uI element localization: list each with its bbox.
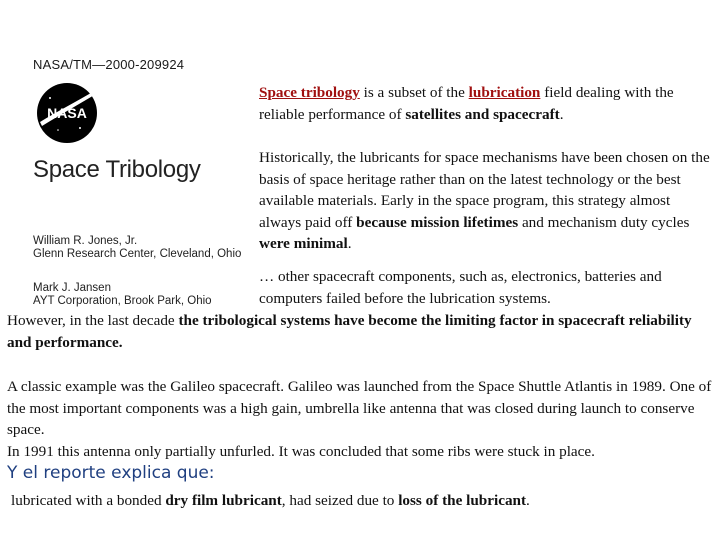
author-name: Mark J. Jansen	[33, 282, 111, 294]
author-block-2	[33, 282, 212, 308]
text-span: is a subset of the	[359, 84, 469, 101]
text-span: .	[347, 235, 352, 252]
definition-paragraph	[259, 82, 714, 125]
report-quote-paragraph	[11, 490, 711, 512]
emphasis: loss of the lubricant	[398, 492, 527, 509]
author-affiliation: AYT Corporation, Brook Park, Ohio	[33, 295, 212, 307]
text-span: field dealing with the reliable performance of	[259, 84, 674, 123]
history-paragraph	[259, 147, 714, 255]
section-heading: Y el reporte explica que:	[7, 463, 215, 483]
term-space-tribology: Space tribology	[259, 84, 360, 101]
components-paragraph: … other spacecraft components, such as, electronics, batteries and computers failed before the lubrication systems.	[259, 268, 662, 307]
emphasis: the tribological systems have become the limiting factor in spacecraft reliability and performance.	[7, 312, 692, 351]
report-number: NASA/TM—2000-209924	[33, 57, 185, 72]
text-span: .	[526, 492, 530, 509]
author-name: William R. Jones, Jr.	[33, 235, 138, 247]
text-span: lubricated with a bonded	[11, 492, 166, 509]
antenna-paragraph: In 1991 this antenna only partially unfurled. It was concluded that some ribs were stuck in place.	[7, 443, 595, 460]
text-span: Historically, the lubricants for space mechanisms have been chosen on the basis of space heritage rather than on the latest technology or the best available materials. Early in the space program, this strategy almost always paid off	[259, 149, 710, 231]
galileo-paragraph: A classic example was the Galileo spacecraft. Galileo was launched from the Space Shuttle Atlantis in 1989. One of the most important components was a high gain, umbrella like antenna that was closed during launch to conserve space.	[7, 378, 712, 438]
text-span: .	[559, 105, 564, 123]
emphasis: dry film lubricant	[165, 492, 282, 509]
cover-title: Space Tribology	[33, 156, 201, 183]
author-block-1	[33, 235, 241, 261]
text-span: , had seized due to	[281, 492, 399, 509]
term-lubrication: lubrication	[468, 84, 541, 101]
report-cover	[28, 52, 260, 312]
limiting-factor-paragraph	[7, 310, 713, 353]
nasa-logo-text: NASA	[47, 105, 87, 121]
author-affiliation: Glenn Research Center, Cleveland, Ohio	[33, 248, 242, 260]
emphasis: because mission lifetimes	[356, 213, 519, 231]
nasa-logo	[36, 82, 98, 144]
text-span: However, in the last decade	[7, 312, 179, 329]
emphasis: were minimal	[259, 235, 348, 252]
text-span: and mechanism duty cycles	[518, 213, 690, 231]
emphasis: satellites and spacecraft	[405, 105, 560, 123]
